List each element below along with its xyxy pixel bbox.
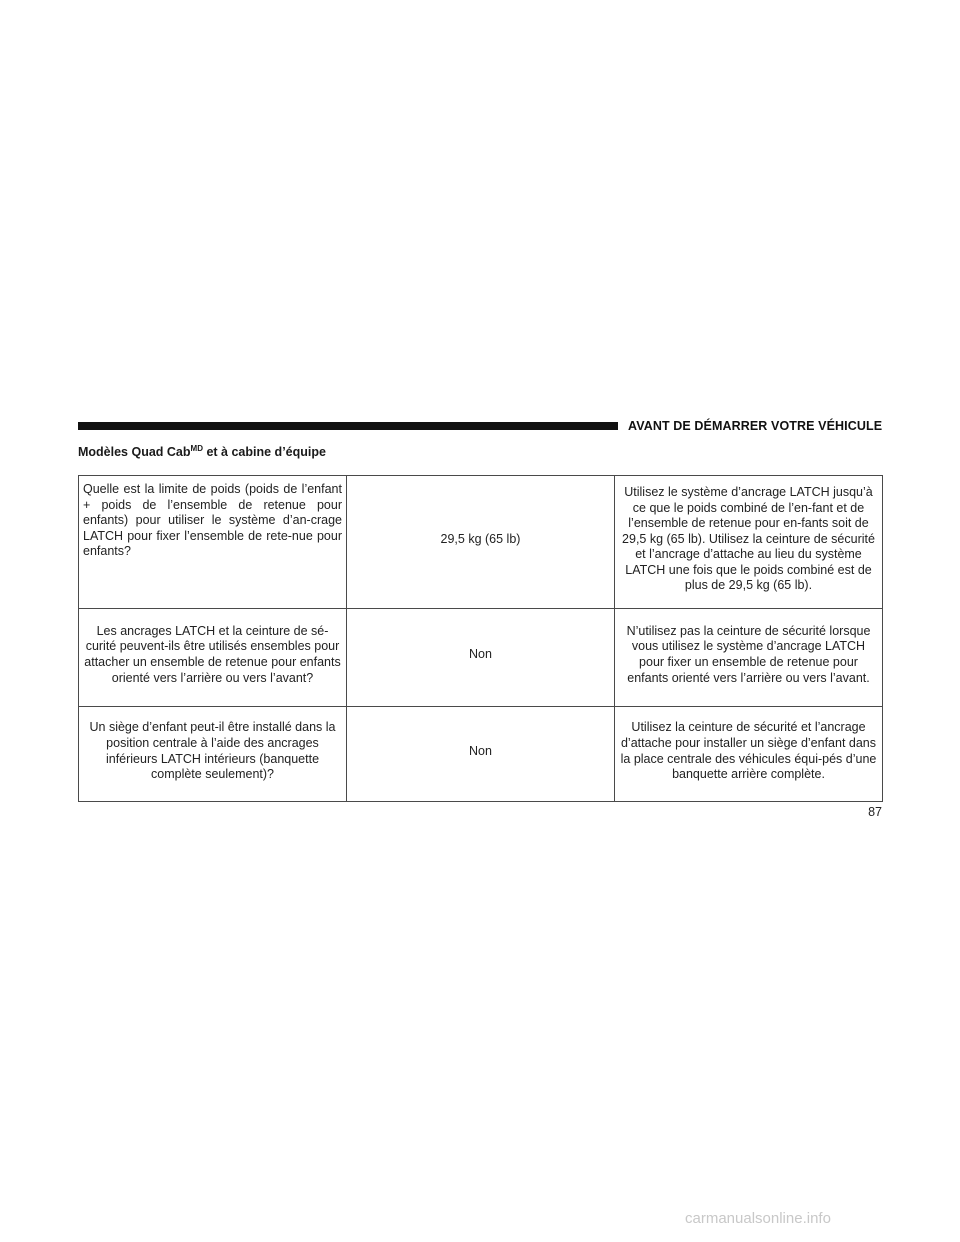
answer-cell: Non [347, 609, 615, 707]
table-row [79, 707, 883, 802]
question-cell: Les ancrages LATCH et la ceinture de sé-curité peuvent-ils être utilisés ensembles pour attacher un ensemble de retenue pour enfants orienté vers l’arrière ou vers l’avant? [79, 609, 347, 707]
trademark-superscript: MD [190, 444, 203, 453]
note-cell: Utilisez la ceinture de sécurité et l’ancrage d’attache pour installer un siège d’enfant dans la place centrale des véhicules équi-pés d’une banquette arrière complète. [615, 707, 883, 802]
latch-table [78, 475, 883, 802]
table-row [79, 609, 883, 707]
table-row [79, 476, 883, 609]
watermark-text: carmanualsonline.info [685, 1210, 831, 1227]
section-title-rest: et à cabine d’équipe [206, 445, 326, 459]
question-cell: Quelle est la limite de poids (poids de l’enfant + poids de l’ensemble de retenue pour enfants) pour utiliser le système d’an-crage LATCH pour fixer l’ensemble de rete-nue pour enfants? [79, 476, 347, 609]
note-cell: Utilisez le système d’ancrage LATCH jusqu’à ce que le poids combiné de l’en-fant et de l’ensemble de retenue pour en-fants soit de 29,5 kg (65 lb). Utilisez la ceinture de sécurité et l’ancrage d’attache au lieu du système LATCH une fois que le poids combiné est de plus de 29,5 kg (65 lb). [615, 476, 883, 609]
page-number: 87 [868, 805, 882, 819]
question-cell: Un siège d’enfant peut-il être installé dans la position centrale à l’aide des ancrages inférieurs LATCH intérieurs (banquette complète seulement)? [79, 707, 347, 802]
note-cell: N’utilisez pas la ceinture de sécurité lorsque vous utilisez le système d’ancrage LATCH pour fixer un ensemble de retenue pour enfants orienté vers l’arrière ou vers l’avant. [615, 609, 883, 707]
answer-cell: 29,5 kg (65 lb) [347, 476, 615, 609]
header-rule [78, 422, 618, 430]
answer-cell: Non [347, 707, 615, 802]
section-title-main: Modèles Quad Cab [78, 445, 191, 459]
running-header: AVANT DE DÉMARRER VOTRE VÉHICULE [628, 419, 883, 433]
section-title [78, 445, 326, 459]
